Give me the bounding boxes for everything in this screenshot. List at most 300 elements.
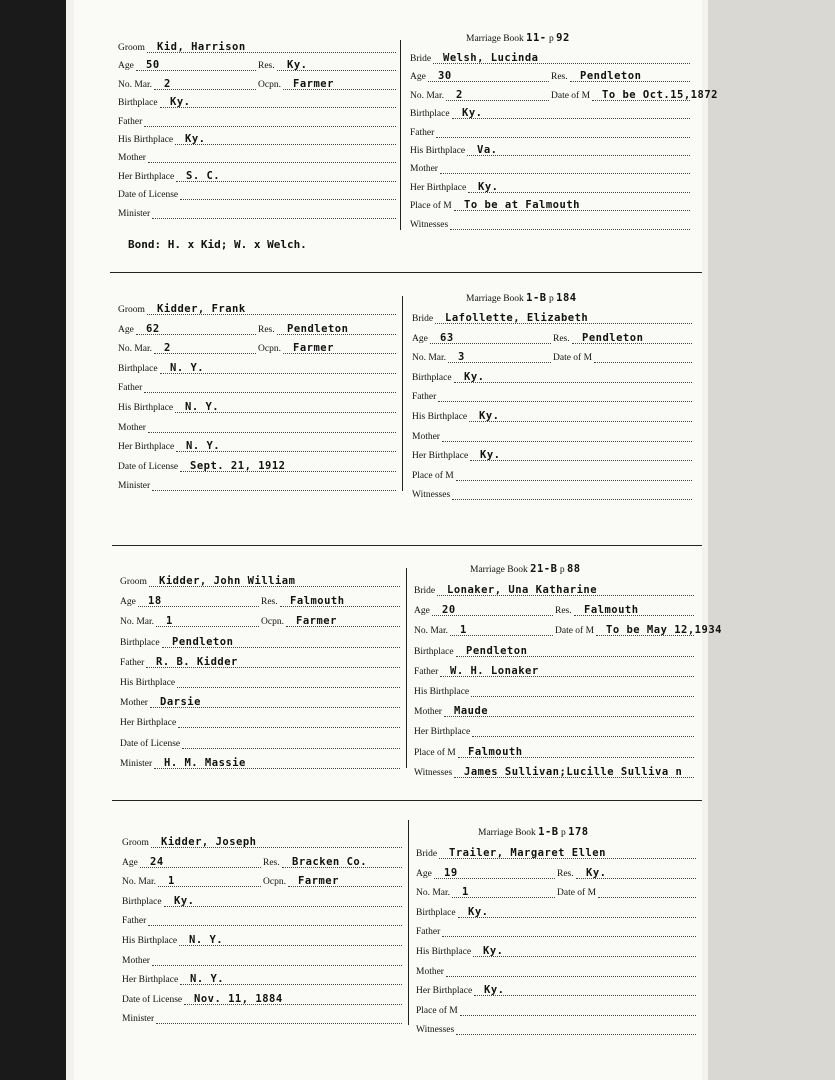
- groom-date-of-license-value: Sept. 21, 1912: [190, 459, 286, 472]
- bride-her-birthplace-value: Ky.: [484, 984, 505, 997]
- bride-row: [412, 389, 694, 405]
- groom-row: [118, 302, 398, 318]
- bride-row: [416, 885, 698, 901]
- fill-line: [436, 137, 690, 138]
- groom-row: [122, 855, 404, 871]
- bride-name-value: Lonaker, Una Katharine: [447, 584, 598, 596]
- groom-his-birthplace-value: N. Y.: [189, 934, 224, 946]
- field-label-his-birthplace: His Birthplace: [120, 678, 176, 688]
- field-label-his-birthplace: His Birthplace: [122, 936, 178, 946]
- field-label-groom: Groom: [118, 43, 145, 53]
- bride-res-value: Falmouth: [584, 604, 639, 617]
- fill-line: [474, 995, 696, 996]
- groom-no-mar-value: 1: [166, 615, 173, 628]
- bride-row: [412, 448, 694, 464]
- bride-place-of-m-value: Falmouth: [468, 745, 523, 758]
- field-label-date-of-license: Date of License: [118, 461, 179, 472]
- field-label-res: Res.: [258, 324, 275, 335]
- groom-age-value: 18: [148, 595, 162, 608]
- groom-row: [118, 95, 398, 111]
- fill-line: [458, 917, 696, 918]
- field-label-no-mar: No. Mar.: [414, 626, 449, 637]
- field-label-date-of-m: Date of M: [553, 353, 593, 364]
- bride-place-of-m-value: To be at Falmouth: [464, 199, 580, 212]
- bride-row: [412, 487, 694, 503]
- field-label-witnesses: Witnesses: [410, 219, 449, 230]
- groom-her-birthplace-value: N. Y.: [186, 440, 221, 453]
- bride-res-value: Ky.: [586, 866, 607, 879]
- bride-no-mar-value: 3: [458, 351, 465, 364]
- field-label-father: Father: [414, 666, 439, 677]
- field-label-father: Father: [416, 927, 441, 938]
- bride-his-birthplace-value: Va.: [477, 144, 498, 156]
- bride-row: [414, 583, 696, 599]
- bride-row: [416, 1022, 698, 1038]
- fill-line: [152, 218, 396, 219]
- field-label-birthplace: Birthplace: [412, 372, 452, 383]
- bride-row: [412, 311, 694, 327]
- field-label-minister: Minister: [118, 208, 151, 219]
- groom-no-mar-value: 2: [164, 342, 171, 355]
- groom-birthplace-value: N. Y.: [170, 361, 205, 374]
- bride-witnesses-value: James Sullivan;Lucille Sulliva n: [464, 765, 683, 778]
- bride-no-mar-value: 1: [462, 886, 469, 899]
- field-label-mother: Mother: [122, 955, 150, 966]
- field-label-res: Res.: [553, 333, 570, 344]
- marriage-book-label: Marriage Book: [466, 294, 524, 304]
- field-label-mother: Mother: [414, 707, 442, 718]
- scan-border-right: [708, 0, 835, 1080]
- marriage-book-value: 1-B: [538, 826, 559, 838]
- fill-line: [440, 173, 690, 174]
- field-label-age: Age: [122, 857, 138, 868]
- field-label-ocpn: Ocpn.: [263, 877, 286, 888]
- field-label-date-of-license: Date of License: [120, 738, 181, 749]
- field-label-birthplace: Birthplace: [122, 896, 162, 907]
- fill-line: [456, 1034, 696, 1035]
- field-label-ocpn: Ocpn.: [258, 79, 281, 90]
- bride-row: [410, 51, 692, 67]
- marriage-book-ref: [466, 292, 577, 304]
- field-label-date-of-m: Date of M: [557, 888, 597, 899]
- bride-row: [416, 1003, 698, 1019]
- field-label-age: Age: [412, 333, 428, 344]
- field-label-his-birthplace: His Birthplace: [410, 146, 466, 156]
- groom-row: [118, 478, 398, 494]
- groom-birthplace-value: Ky.: [174, 894, 195, 907]
- field-label-father: Father: [410, 127, 435, 138]
- groom-birthplace-value: Ky.: [170, 96, 191, 109]
- fill-line: [470, 460, 692, 461]
- groom-row: [118, 400, 398, 416]
- groom-row: [118, 380, 398, 396]
- groom-name-value: Kidder, Frank: [157, 303, 246, 315]
- bride-row: [414, 623, 722, 639]
- groom-row: [122, 1011, 404, 1027]
- fill-line: [442, 441, 692, 442]
- groom-ocpn-value: Farmer: [293, 342, 334, 355]
- field-label-age: Age: [414, 606, 430, 617]
- page-label: p: [549, 34, 554, 44]
- field-label-birthplace: Birthplace: [120, 637, 160, 648]
- bride-row: [414, 664, 696, 680]
- field-label-res: Res.: [261, 597, 278, 608]
- field-label-place-of-m: Place of M: [416, 1005, 458, 1016]
- groom-row: [122, 835, 404, 851]
- field-label-his-birthplace: His Birthplace: [416, 947, 472, 957]
- field-label-her-birthplace: Her Birthplace: [120, 718, 177, 729]
- card-divider-1: [110, 272, 702, 273]
- bride-row: [414, 745, 696, 761]
- fill-line: [175, 144, 396, 145]
- field-label-no-mar: No. Mar.: [118, 79, 153, 90]
- bride-column: [414, 583, 722, 785]
- page-value: 178: [568, 826, 589, 838]
- fill-line: [467, 155, 690, 156]
- field-label-her-birthplace: Her Birthplace: [122, 975, 179, 986]
- groom-row: [118, 361, 398, 377]
- field-label-minister: Minister: [122, 1014, 155, 1025]
- field-label-res: Res.: [258, 61, 275, 72]
- marriage-book-ref: [478, 826, 589, 838]
- groom-column: [122, 835, 404, 1031]
- fill-line: [178, 727, 400, 728]
- groom-minister-value: H. M. Massie: [164, 756, 246, 769]
- groom-ocpn-value: Farmer: [293, 77, 334, 90]
- field-label-birthplace: Birthplace: [410, 109, 450, 120]
- groom-row: [118, 114, 398, 130]
- bride-name-value: Lafollette, Elizabeth: [445, 312, 589, 324]
- field-label-ocpn: Ocpn.: [258, 344, 281, 355]
- field-label-his-birthplace: His Birthplace: [118, 403, 174, 413]
- field-label-no-mar: No. Mar.: [122, 877, 157, 888]
- field-label-age: Age: [416, 868, 432, 879]
- field-label-bride: Bride: [416, 849, 438, 859]
- field-label-date-of-license: Date of License: [122, 994, 183, 1005]
- groom-row: [118, 341, 398, 357]
- field-label-his-birthplace: His Birthplace: [414, 687, 470, 697]
- groom-row: [118, 459, 398, 475]
- groom-row: [122, 874, 404, 890]
- bride-row: [412, 370, 694, 386]
- groom-name-value: Kid, Harrison: [157, 41, 246, 53]
- groom-row: [122, 913, 404, 929]
- groom-his-birthplace-value: Ky.: [185, 133, 206, 145]
- groom-her-birthplace-value: S. C.: [186, 169, 221, 182]
- marriage-book-label: Marriage Book: [466, 34, 524, 44]
- fill-line: [472, 736, 694, 737]
- bride-age-value: 19: [444, 866, 458, 879]
- page-value: 92: [556, 32, 570, 44]
- groom-row: [118, 169, 398, 185]
- field-label-place-of-m: Place of M: [414, 747, 456, 758]
- bride-her-birthplace-value: Ky.: [480, 449, 501, 462]
- field-label-witnesses: Witnesses: [416, 1025, 455, 1036]
- fill-line: [182, 748, 400, 749]
- fill-line: [148, 162, 396, 163]
- bride-row: [410, 69, 692, 85]
- field-label-her-birthplace: Her Birthplace: [414, 727, 471, 738]
- groom-row: [122, 933, 404, 949]
- groom-age-value: 62: [146, 322, 160, 335]
- field-label-res: Res.: [263, 857, 280, 868]
- bride-age-value: 30: [438, 70, 452, 83]
- bride-row: [414, 704, 696, 720]
- groom-age-value: 24: [150, 855, 164, 868]
- groom-row: [120, 574, 402, 590]
- fill-line: [456, 480, 692, 481]
- fill-line: [473, 956, 696, 957]
- bride-his-birthplace-value: Ky.: [483, 945, 504, 957]
- groom-row: [120, 756, 402, 772]
- fill-line: [144, 126, 396, 127]
- bride-row: [412, 409, 694, 425]
- field-label-groom: Groom: [120, 577, 147, 587]
- fill-line: [442, 936, 696, 937]
- field-label-age: Age: [120, 597, 136, 608]
- groom-res-value: Pendleton: [287, 322, 349, 335]
- bride-row: [414, 724, 696, 740]
- field-label-witnesses: Witnesses: [414, 767, 453, 778]
- groom-father-value: R. B. Kidder: [156, 655, 238, 668]
- bride-row: [416, 964, 698, 980]
- field-label-place-of-m: Place of M: [410, 201, 452, 212]
- marriage-book-ref: [466, 32, 570, 44]
- field-label-res: Res.: [551, 72, 568, 83]
- bride-row: [416, 866, 698, 882]
- field-label-mother: Mother: [410, 164, 438, 175]
- groom-column: [118, 40, 398, 224]
- marriage-book-label: Marriage Book: [470, 565, 528, 575]
- groom-row: [122, 992, 404, 1008]
- bride-row: [410, 217, 692, 233]
- field-label-no-mar: No. Mar.: [410, 90, 445, 101]
- column-divider-1: [400, 40, 401, 230]
- field-label-res: Res.: [555, 606, 572, 617]
- bride-row: [416, 924, 698, 940]
- field-label-his-birthplace: His Birthplace: [118, 135, 174, 145]
- bride-row: [416, 983, 698, 999]
- fill-line: [180, 199, 396, 200]
- bride-her-birthplace-value: Ky.: [478, 180, 499, 193]
- field-label-no-mar: No. Mar.: [416, 888, 451, 899]
- bride-column: [410, 51, 718, 235]
- field-label-father: Father: [118, 383, 143, 394]
- groom-row: [120, 635, 402, 651]
- groom-no-mar-value: 1: [168, 875, 175, 888]
- groom-row: [118, 77, 398, 93]
- field-label-date-of-m: Date of M: [555, 626, 595, 637]
- fill-line: [438, 401, 692, 402]
- bride-mother-value: Maude: [454, 705, 489, 718]
- groom-row: [118, 187, 398, 203]
- field-label-birthplace: Birthplace: [118, 363, 158, 374]
- field-label-no-mar: No. Mar.: [412, 353, 447, 364]
- fill-line: [598, 897, 696, 898]
- field-label-age: Age: [118, 61, 134, 72]
- field-label-minister: Minister: [120, 758, 153, 769]
- groom-row: [118, 132, 398, 148]
- groom-row: [118, 150, 398, 166]
- groom-birthplace-value: Pendleton: [172, 635, 234, 648]
- bride-age-value: 63: [440, 331, 454, 344]
- groom-row: [118, 322, 398, 338]
- field-label-bride: Bride: [410, 54, 432, 64]
- field-label-date-of-m: Date of M: [551, 90, 591, 101]
- field-label-date-of-license: Date of License: [118, 190, 179, 201]
- fill-line: [144, 392, 396, 393]
- marriage-book-value: 11-: [526, 32, 547, 44]
- field-label-her-birthplace: Her Birthplace: [118, 171, 175, 182]
- field-label-mother: Mother: [416, 966, 444, 977]
- bride-row: [416, 944, 698, 960]
- groom-name-value: Kidder, John William: [159, 575, 296, 587]
- groom-date-of-license-value: Nov. 11, 1884: [194, 992, 283, 1005]
- groom-no-mar-value: 2: [164, 77, 171, 90]
- field-label-witnesses: Witnesses: [412, 490, 451, 501]
- bride-column: [416, 846, 698, 1042]
- bride-row: [410, 198, 692, 214]
- bride-his-birthplace-value: Ky.: [479, 410, 500, 422]
- fill-line: [450, 229, 690, 230]
- marriage-book-value: 1-B: [526, 292, 547, 304]
- groom-name-value: Kidder, Joseph: [161, 836, 257, 848]
- fill-line: [152, 490, 396, 491]
- bride-row: [412, 468, 694, 484]
- marriage-book-value: 21-B: [530, 563, 558, 575]
- page-value: 184: [556, 292, 577, 304]
- bride-birthplace-value: Ky.: [464, 370, 485, 383]
- fill-line: [452, 118, 690, 119]
- page-label: p: [559, 565, 565, 575]
- bride-row: [410, 143, 692, 159]
- field-label-minister: Minister: [118, 481, 151, 492]
- bride-row: [412, 331, 694, 347]
- groom-row: [122, 972, 404, 988]
- page-value: 88: [566, 563, 581, 575]
- bride-row: [410, 125, 692, 141]
- field-label-ocpn: Ocpn.: [261, 617, 284, 628]
- groom-row: [118, 58, 398, 74]
- field-label-birthplace: Birthplace: [414, 646, 454, 657]
- bride-row: [410, 161, 692, 177]
- field-label-her-birthplace: Her Birthplace: [416, 986, 473, 997]
- fill-line: [152, 965, 402, 966]
- bride-row: [416, 846, 698, 862]
- field-label-father: Father: [118, 116, 143, 127]
- field-label-birthplace: Birthplace: [416, 907, 456, 918]
- groom-row: [120, 614, 402, 630]
- groom-row: [118, 439, 398, 455]
- field-label-groom: Groom: [118, 305, 145, 315]
- field-label-age: Age: [410, 72, 426, 83]
- groom-column: [118, 302, 398, 498]
- groom-row: [118, 40, 398, 56]
- field-label-no-mar: No. Mar.: [120, 617, 155, 628]
- bride-row: [414, 644, 696, 660]
- groom-row: [122, 894, 404, 910]
- groom-row: [120, 655, 402, 671]
- bride-no-mar-value: 2: [456, 88, 463, 101]
- field-label-her-birthplace: Her Birthplace: [410, 182, 467, 193]
- bride-birthplace-value: Pendleton: [466, 644, 528, 657]
- field-label-place-of-m: Place of M: [412, 470, 454, 481]
- fill-line: [469, 421, 692, 422]
- field-label-res: Res.: [557, 868, 574, 879]
- fill-line: [177, 687, 400, 688]
- bride-name-value: Trailer, Margaret Ellen: [449, 847, 606, 859]
- bride-row: [414, 684, 696, 700]
- groom-row: [120, 675, 402, 691]
- bride-row: [414, 765, 696, 781]
- field-label-no-mar: No. Mar.: [118, 344, 153, 355]
- bride-age-value: 20: [442, 604, 456, 617]
- bride-row: [412, 429, 694, 445]
- field-label-mother: Mother: [412, 431, 440, 442]
- fill-line: [454, 382, 692, 383]
- groom-her-birthplace-value: N. Y.: [190, 973, 225, 986]
- fill-line: [468, 192, 690, 193]
- groom-row: [122, 953, 404, 969]
- bride-res-value: Pendleton: [580, 70, 642, 83]
- groom-res-value: Ky.: [287, 59, 308, 72]
- groom-row: [118, 206, 398, 222]
- fill-line: [156, 1023, 402, 1024]
- bride-row: [410, 88, 718, 104]
- page-label: p: [561, 828, 566, 838]
- column-divider-4: [408, 820, 409, 1025]
- fill-line: [164, 906, 402, 907]
- field-label-birthplace: Birthplace: [118, 98, 158, 109]
- column-divider-2: [402, 296, 403, 491]
- field-label-mother: Mother: [118, 422, 146, 433]
- groom-age-value: 50: [146, 59, 160, 72]
- marriage-book-label: Marriage Book: [478, 828, 536, 838]
- bride-row: [414, 603, 696, 619]
- bride-date-of-m-value: To be May 12,1934: [606, 624, 722, 637]
- fill-line: [460, 1015, 696, 1016]
- bride-father-value: W. H. Lonaker: [450, 664, 539, 677]
- field-label-his-birthplace: His Birthplace: [412, 412, 468, 422]
- bride-birthplace-value: Ky.: [462, 107, 483, 120]
- groom-row: [118, 420, 398, 436]
- groom-res-value: Bracken Co.: [292, 855, 368, 868]
- card-divider-3: [112, 800, 702, 801]
- fill-line: [148, 925, 402, 926]
- bride-res-value: Pendleton: [582, 331, 644, 344]
- field-label-her-birthplace: Her Birthplace: [118, 442, 175, 453]
- field-label-father: Father: [122, 916, 147, 927]
- column-divider-3: [406, 568, 407, 768]
- bride-row: [410, 106, 692, 122]
- field-label-mother: Mother: [118, 153, 146, 164]
- fill-line: [452, 499, 692, 500]
- fill-line: [471, 696, 694, 697]
- field-label-mother: Mother: [120, 698, 148, 709]
- groom-ocpn-value: Farmer: [298, 875, 339, 888]
- field-label-father: Father: [412, 392, 437, 403]
- groom-mother-value: Darsie: [160, 696, 201, 709]
- groom-row: [120, 594, 402, 610]
- bride-birthplace-value: Ky.: [468, 905, 489, 918]
- groom-row: [120, 715, 402, 731]
- field-label-bride: Bride: [412, 314, 434, 324]
- bride-date-of-m-value: To be Oct.15,1872: [602, 88, 718, 101]
- groom-res-value: Falmouth: [290, 595, 345, 608]
- page-label: p: [549, 294, 554, 304]
- field-label-bride: Bride: [414, 586, 436, 596]
- field-label-groom: Groom: [122, 838, 149, 848]
